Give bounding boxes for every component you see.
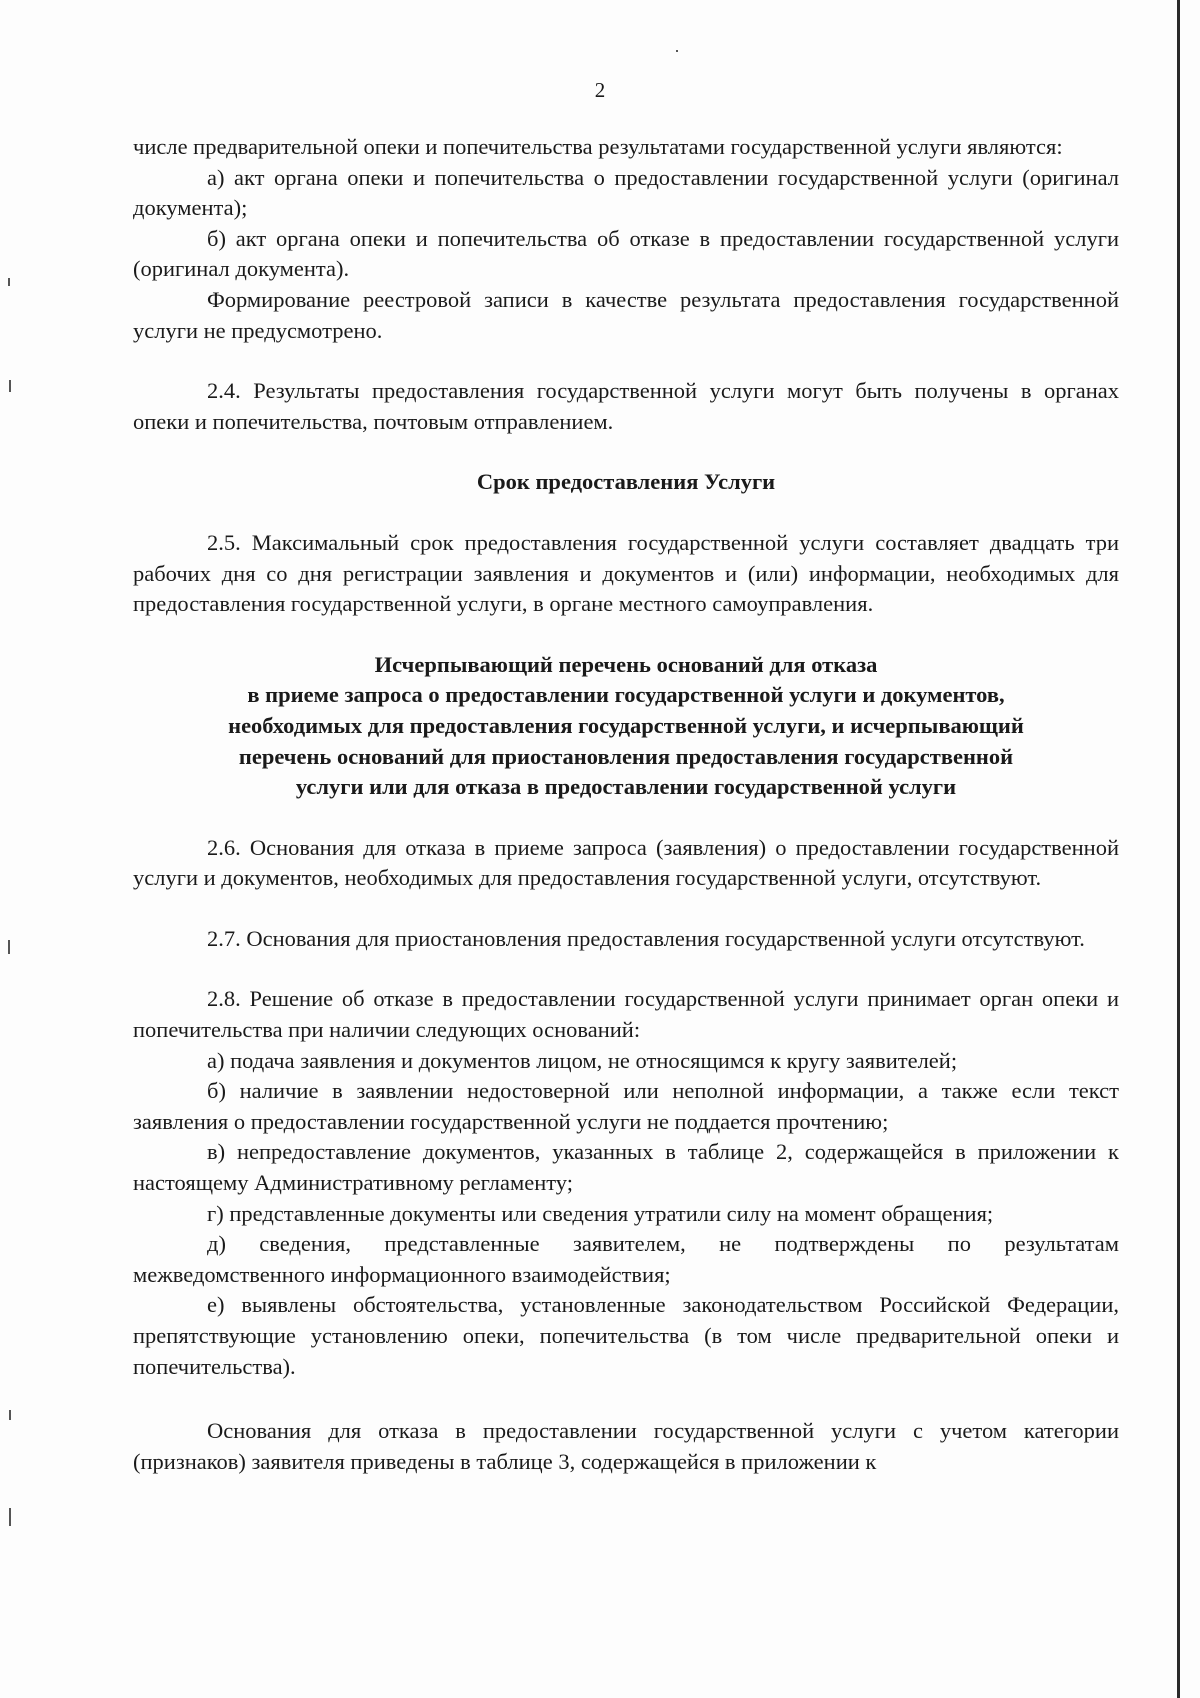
heading-line: Исчерпывающий перечень оснований для отказа: [374, 651, 878, 677]
heading-line: в приеме запроса о предоставлении государственной услуги и документов,: [247, 682, 1005, 708]
heading-line: услуги или для отказа в предоставлении государственной услуги: [295, 774, 957, 800]
paragraph: д) сведения, представленные заявителем, не подтверждены по результатам межведомственного информационного взаимодействия;: [133, 1231, 1119, 1287]
paragraph: 2.8. Решение об отказе в предоставлении государственной услуги принимает орган опеки и попечительства при наличии следующих оснований:: [133, 986, 1119, 1043]
scan-speck: [676, 50, 678, 52]
document-body: [133, 132, 1119, 1477]
paragraph: Основания для отказа в предоставлении государственной услуги с учетом категории (признаков) заявителя приведены в таблице 3, содержащейся в приложении к: [133, 1418, 1119, 1474]
paragraph-spacer: [133, 620, 1119, 650]
paragraph: а) подача заявления и документов лицом, не относящимся к кругу заявителей;: [207, 1047, 958, 1073]
paragraph: в) непредоставление документов, указанных в таблице 2, содержащейся в приложении к настоящему Административному регламенту;: [133, 1139, 1119, 1196]
page-number: 2: [594, 78, 606, 102]
paragraph: г) представленные документы или сведения утратили силу на момент обращения;: [207, 1200, 994, 1226]
paragraph: 2.5. Максимальный срок предоставления государственной услуги составляет двадцать три рабочих дня со дня регистрации заявления и документов и (или) информации, необходимых для предоставления государственной услуги, в органе местного самоуправления.: [133, 529, 1119, 617]
scan-speck: [8, 278, 10, 286]
paragraph-spacer: [133, 437, 1119, 467]
paragraph: 2.4. Результаты предоставления государственной услуги могут быть получены в органах опеки и попечительства, почтовым отправлением.: [133, 378, 1119, 434]
scan-speck: [8, 940, 10, 954]
paragraph-spacer: [133, 954, 1119, 984]
paragraph-spacer: [133, 1382, 1119, 1416]
paragraph-spacer: [133, 894, 1119, 924]
paragraph: а) акт органа опеки и попечительства о предоставлении государственной услуги (оригинал документа);: [133, 164, 1119, 221]
paragraph: е) выявлены обстоятельства, установленные законодательством Российской Федерации, препятствующие установлению опеки, попечительства (в том числе предварительной опеки и попечительства).: [133, 1292, 1119, 1379]
paragraph: 2.7. Основания для приостановления предоставления государственной услуги отсутствуют.: [207, 925, 1085, 951]
scan-speck: [9, 1508, 11, 1526]
paragraph: 2.6. Основания для отказа в приеме запроса (заявления) о предоставлении государственной услуги и документов, необходимых для предоставления государственной услуги, отсутствуют.: [133, 834, 1119, 891]
paragraph: Формирование реестровой записи в качестве результата предоставления государственной услуги не предусмотрено.: [133, 286, 1119, 343]
paragraph-spacer: [133, 346, 1119, 376]
paragraph-spacer: [133, 498, 1119, 528]
paragraph: б) наличие в заявлении недостоверной или неполной информации, а также если текст заявления о предоставлении государственной услуги не поддается прочтению;: [133, 1078, 1119, 1134]
scan-speck: [9, 380, 11, 392]
section-heading: [133, 467, 1119, 498]
scan-speck: [9, 1410, 11, 1420]
paragraph: числе предварительной опеки и попечительства результатами государственной услуги являются:: [133, 134, 1063, 159]
paragraph-spacer: [133, 803, 1119, 833]
heading-line: перечень оснований для приостановления предоставления государственной: [238, 743, 1014, 769]
heading-line: Срок предоставления Услуги: [476, 469, 776, 495]
paragraph: б) акт органа опеки и попечительства об отказе в предоставлении государственной услуги (оригинал документа).: [133, 225, 1119, 282]
section-heading: [133, 650, 1119, 803]
scan-edge: [1177, 0, 1180, 1698]
heading-line: необходимых для предоставления государственной услуги, и исчерпывающий: [228, 712, 1024, 738]
